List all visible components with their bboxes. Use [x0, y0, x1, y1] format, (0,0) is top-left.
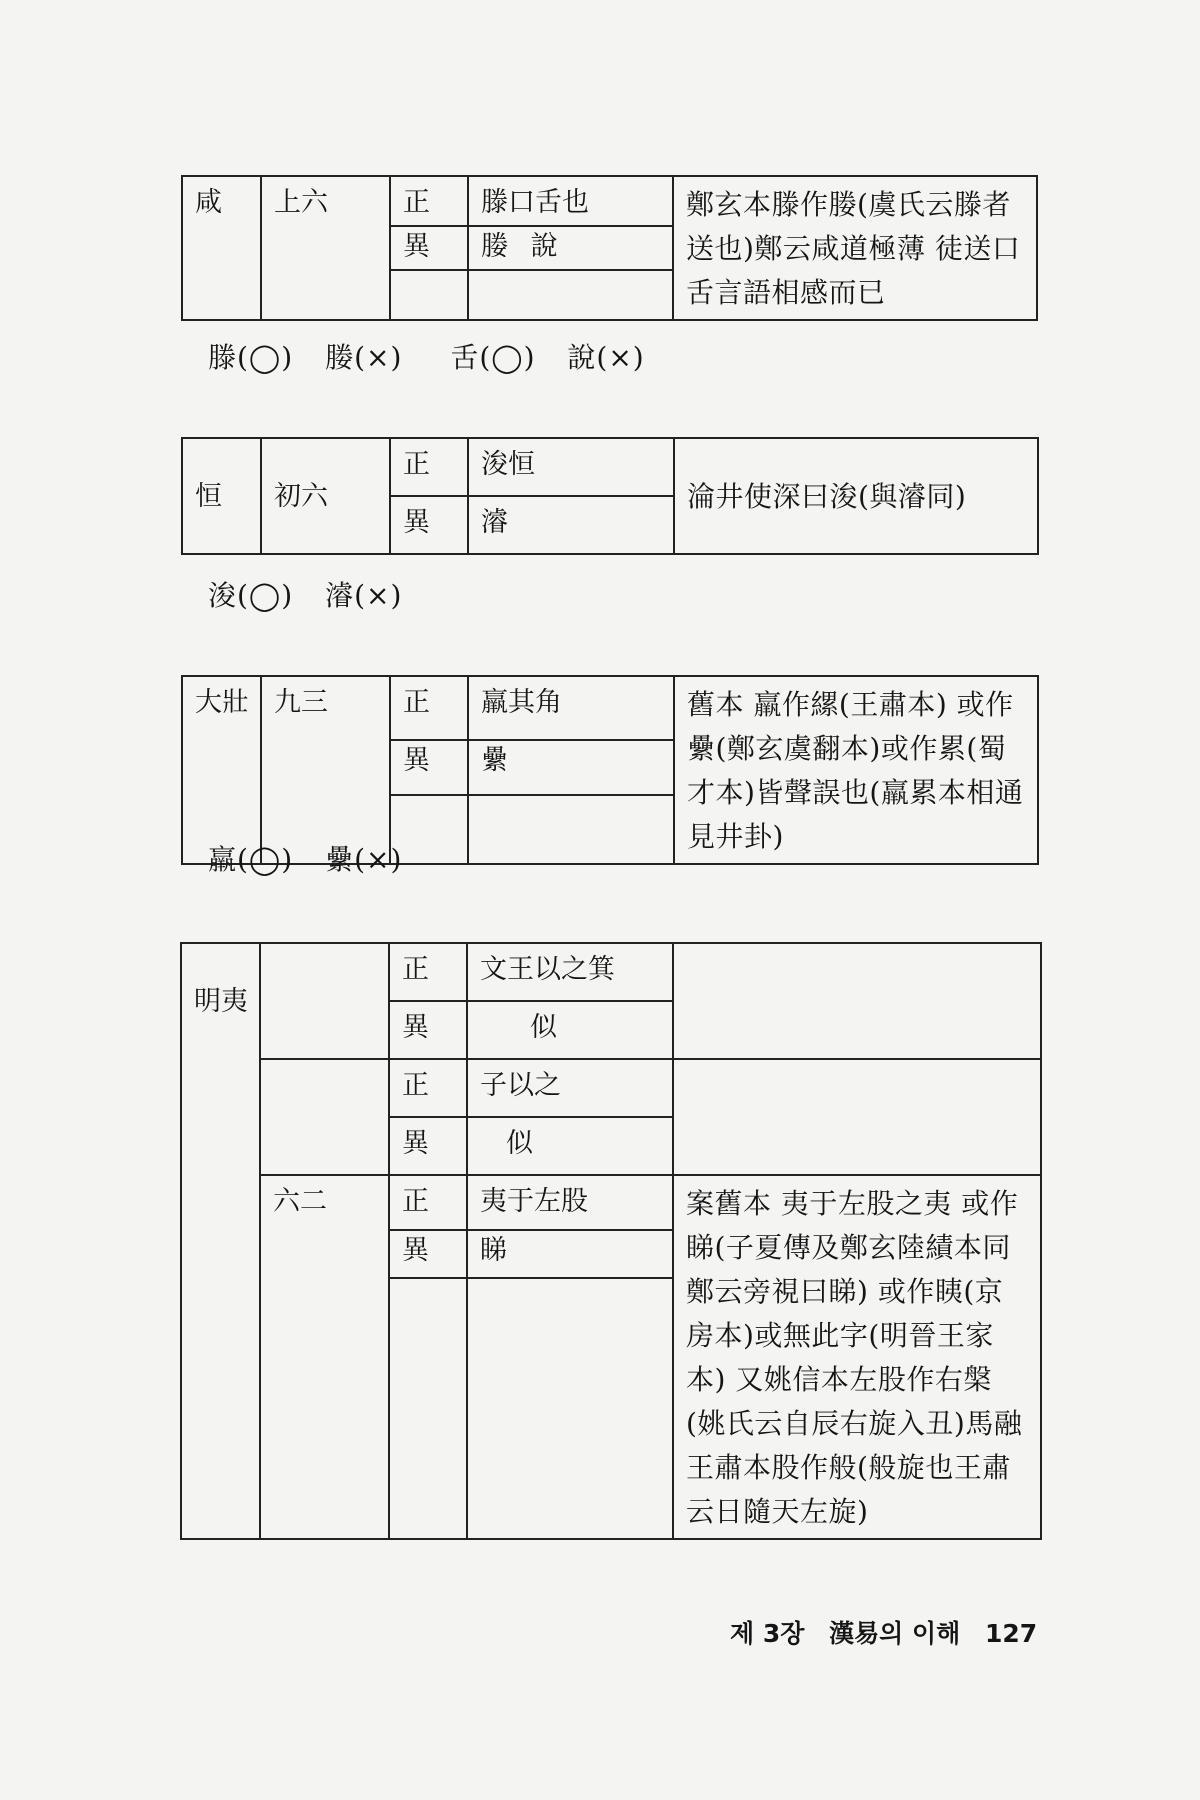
yi-label: 異 [389, 1001, 467, 1059]
line-cell [260, 943, 389, 1059]
commentary-note: 淪井使深曰浚(與濬同) [674, 438, 1038, 554]
hexagram-cell: 恒 [182, 438, 261, 554]
verdict-item: 濬(×) [325, 579, 403, 612]
yi-label: 異 [389, 1230, 467, 1278]
zheng-text: 子以之 [467, 1059, 673, 1117]
verdict-line-3 [208, 838, 424, 878]
verdict-item: 滕(◯) [208, 341, 294, 374]
commentary-note [673, 943, 1041, 1059]
verdict-item: 說(×) [567, 341, 645, 374]
hexagram-cell: 明夷 [181, 943, 260, 1539]
zheng-label: 正 [390, 438, 468, 496]
zheng-label: 正 [390, 676, 468, 740]
yi-text: 似 [467, 1001, 673, 1059]
verdict-line-2 [208, 574, 424, 614]
commentary-note: 案舊本 夷于左股之夷 或作睇(子夏傳及鄭玄陸績本同鄭云旁視曰睇) 或作眱(京房本)或無此字(明晉王家本) 又姚信本左股作右槃(姚氏云自辰右旋入丑)馬融王肅本股作般(般旋也王肅云日隨天左旋) [673, 1175, 1041, 1539]
zheng-text: 羸其角 [468, 676, 674, 740]
hexagram-cell: 咸 [182, 176, 261, 320]
yi-label: 異 [390, 226, 468, 270]
zheng-text: 夷于左股 [467, 1175, 673, 1230]
zheng-text: 文王以之箕 [467, 943, 673, 1001]
line-cell: 初六 [261, 438, 390, 554]
zheng-label: 正 [389, 1059, 467, 1117]
line-cell: 九三 [261, 676, 390, 864]
empty-cell [389, 1278, 467, 1539]
line-cell: 六二 [260, 1175, 389, 1539]
page-number: 127 [985, 1619, 1038, 1648]
hexagram-cell: 大壯 [182, 676, 261, 864]
zheng-text: 浚恒 [468, 438, 674, 496]
variant-table-3 [181, 675, 1039, 865]
chapter-title: 漢易의 이해 [829, 1619, 961, 1648]
zheng-label: 正 [389, 1175, 467, 1230]
line-cell [260, 1059, 389, 1175]
chapter-label: 제 3장 [730, 1619, 805, 1648]
variant-table-1 [181, 175, 1038, 321]
verdict-item: 羸(◯) [208, 843, 294, 876]
line-cell: 上六 [261, 176, 390, 320]
verdict-line-1 [208, 336, 667, 376]
yi-label: 異 [390, 740, 468, 796]
verdict-item: 纍(×) [325, 843, 403, 876]
commentary-note: 舊本 羸作縲(王肅本) 或作纍(鄭玄虞翻本)或作累(蜀才本)皆聲誤也(羸累本相通見井卦) [674, 676, 1038, 864]
commentary-note [673, 1059, 1041, 1175]
zheng-text: 滕口舌也 [468, 176, 673, 226]
commentary-note: 鄭玄本滕作媵(虞氏云滕者送也)鄭云咸道極薄 徒送口舌言語相感而已 [673, 176, 1037, 320]
empty-cell [390, 270, 468, 320]
yi-label: 異 [389, 1117, 467, 1175]
variant-table-2 [181, 437, 1039, 555]
yi-text: 纍 [468, 740, 674, 796]
yi-text: 似 [467, 1117, 673, 1175]
yi-text: 睇 [467, 1230, 673, 1278]
empty-cell [467, 1278, 673, 1539]
variant-table-4 [180, 942, 1042, 1540]
zheng-label: 正 [389, 943, 467, 1001]
yi-text: 濬 [468, 496, 674, 554]
empty-cell [468, 270, 673, 320]
page-footer [730, 1614, 1053, 1650]
verdict-item: 媵(×) [325, 341, 403, 374]
verdict-item: 舌(◯) [450, 341, 536, 374]
zheng-label: 正 [390, 176, 468, 226]
yi-text: 媵 說 [468, 226, 673, 270]
verdict-item: 浚(◯) [208, 579, 294, 612]
empty-cell [468, 795, 674, 864]
yi-label: 異 [390, 496, 468, 554]
